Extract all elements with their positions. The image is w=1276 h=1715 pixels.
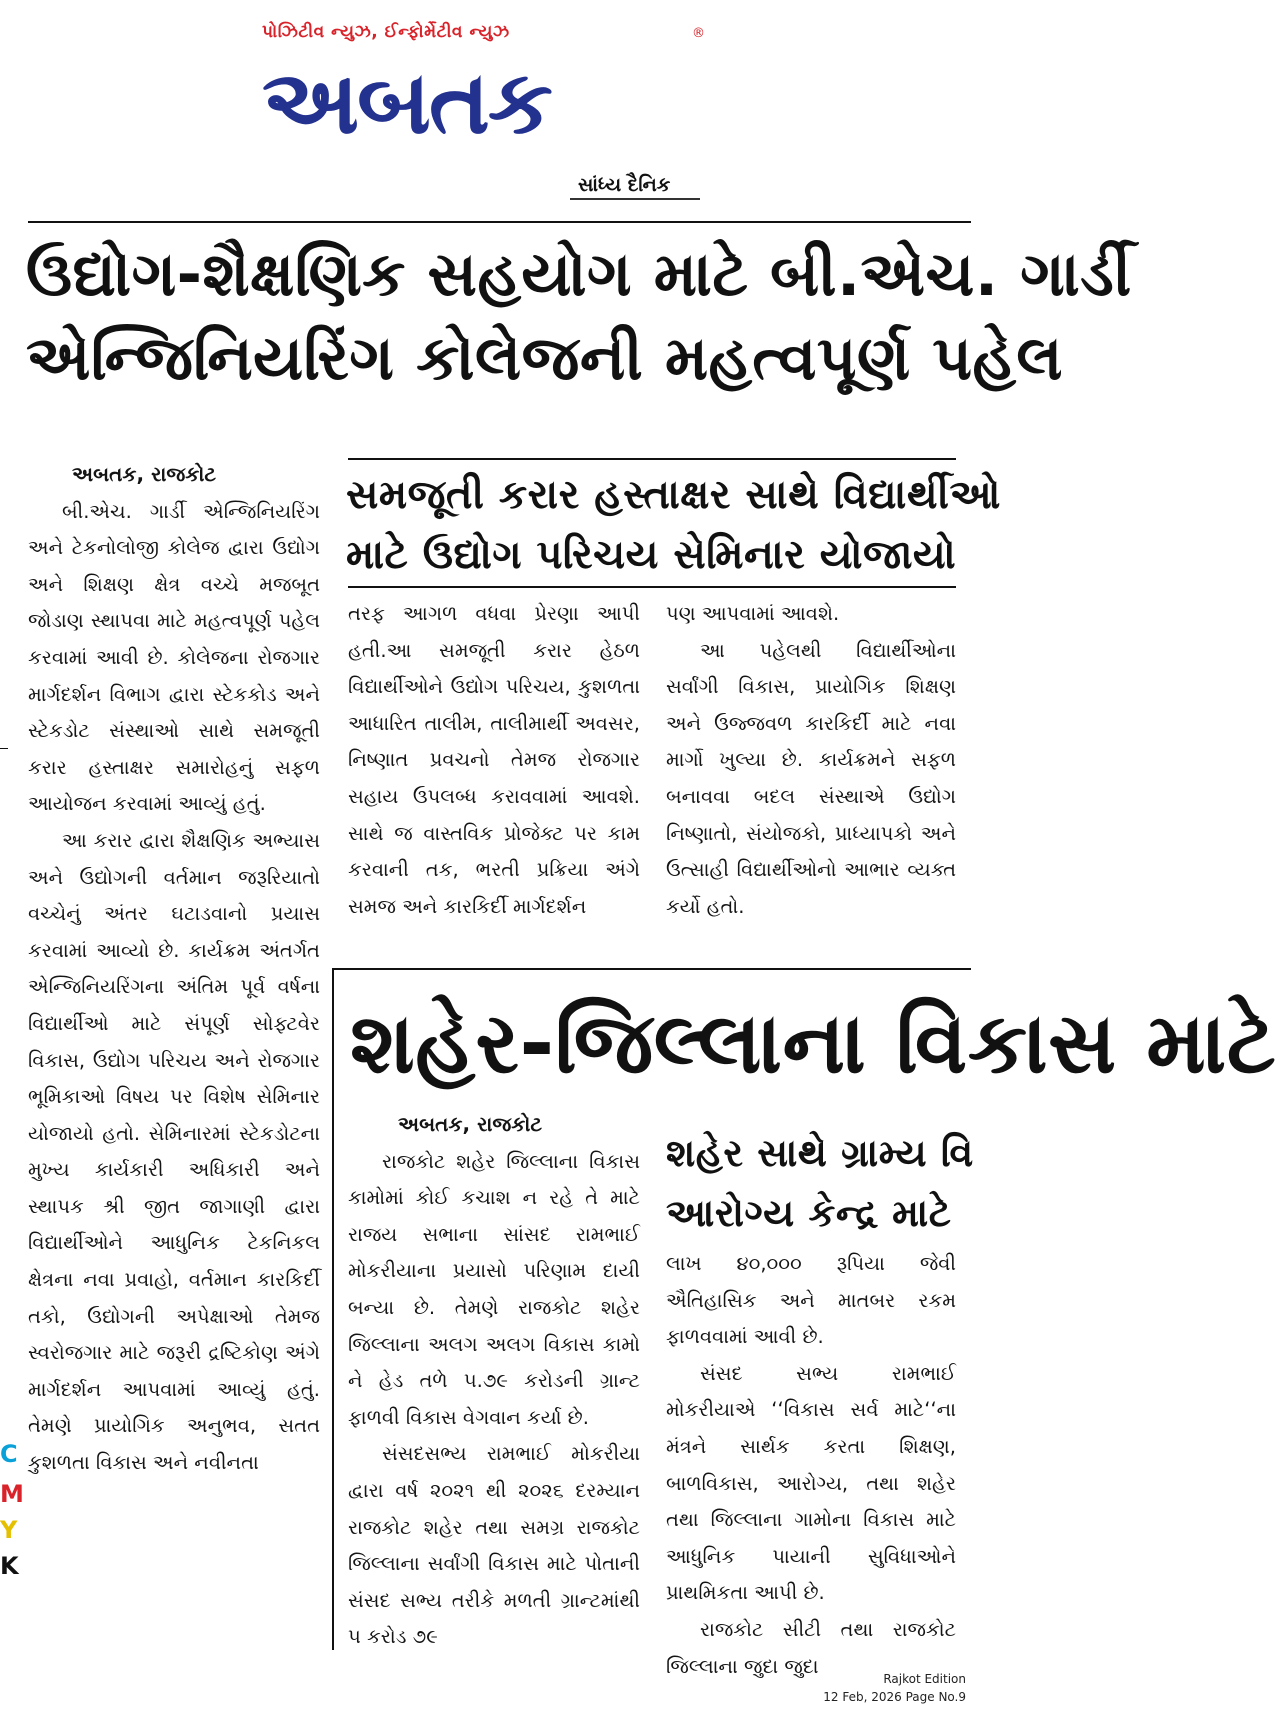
- masthead-subtitle: સાંધ્ય દૈનિક: [578, 174, 671, 196]
- article1-paragraph: પણ આપવામાં આવશે.: [666, 602, 840, 625]
- masthead-subtitle-rule: [570, 198, 700, 200]
- article2-paragraph: રાજકોટ શહેર જિલ્લાના વિકાસ કામોમાં કોઈ કચાશ ન રહે તે માટે રાજય સભાના સાંસદ રામભાઈ મોકરીયાના પ્રયાસો પરિણામ દાયી બન્યા છે. તેમણે રાજકોટ શહેર જિલ્લાના અલગ અલગ વિકાસ કામો ને હેડ તળે ૫.૭૯ કરોડની ગ્રાન્ટ ફાળવી વિકાસ વેગવાન કર્યા છે.: [348, 1149, 640, 1429]
- crop-tick: [0, 748, 8, 749]
- subheadline-rule-top: [348, 458, 956, 460]
- edition-info: [820, 1670, 966, 1706]
- registration-mark-black: K: [0, 1552, 19, 1580]
- article1-paragraph: આ કરાર દ્વારા શૈક્ષણિક અભ્યાસ અને ઉદ્યોગની વર્તમાન જરૂરિયાતો વચ્ચેનું અંતર ઘટાડવાનો પ્રયાસ કરવામાં આવ્યો છે. કાર્યક્રમ અંતર્ગત એન્જિનિયરિંગના અંતિમ પૂર્વ વર્ષના વિદ્યાર્થીઓ માટે સંપૂર્ણ સોફ્ટવેર વિકાસ, ઉદ્યોગ પરિચય અને રોજગાર ભૂમિકાઓ વિષય પર વિશેષ સેમિનાર યોજાયો હતો. સેમિનારમાં સ્ટેકડોટના મુખ્ય કાર્યકારી અધિકારી અને સ્થાપક શ્રી જીત જાગાણી દ્વારા વિદ્યાર્થીઓને આધુનિક ટેકનિકલ ક્ષેત્રના નવા પ્રવાહો, વર્તમાન કારકિર્દી તકો, ઉદ્યોગની અપેક્ષાઓ તેમજ સ્વરોજગાર માટે જરૂરી દ્રષ્ટિકોણ અંગે માર્ગદર્શન આપવામાં આવ્યું હતું. તેમણે પ્રાયોગિક અનુભવ, સતત કુશળતા વિકાસ અને નવીનતા: [28, 828, 320, 1475]
- article2-subheadline-line2: આરોગ્ય કેન્દ્ર માટે: [666, 1191, 952, 1235]
- article1-column2: [348, 596, 640, 925]
- article1-paragraph: બી.એચ. ગાર્ડી એન્જિનિયરિંગ અને ટેકનોલોજી કોલેજ દ્વારા ઉદ્યોગ અને શિક્ષણ ક્ષેત્ર વચ્ચે મજબૂત જોડાણ સ્થાપવા માટે મહત્વપૂર્ણ પહેલ કરવામાં આવી છે. કોલેજના રોજગાર માર્ગદર્શન વિભાગ દ્વારા સ્ટેકકોડ અને સ્ટેકડોટ સંસ્થાઓ સાથે સમજૂતી કરાર હસ્તાક્ષર સમારોહનું સફળ આયોજન કરવામાં આવ્યું હતું.: [28, 499, 320, 816]
- masthead-logo: અબતક: [262, 50, 551, 154]
- article2-paragraph: સંસદસભ્ય રામભાઈ મોકરીયા દ્વારા વર્ષ ૨૦૨૧ થી ૨૦૨૬ દરમ્યાન રાજકોટ શહેર તથા સમગ્ર રાજકોટ જિલ્લાના સર્વાંગી વિકાસ માટે પોતાની સંસદ સભ્ય તરીકે મળતી ગ્રાન્ટમાંથી ૫ કરોડ ૭૯: [348, 1442, 640, 1649]
- article1-subheadline-line2: માટે ઉદ્યોગ પરિચય સેમિનાર યોજાયો: [346, 532, 957, 578]
- article2-paragraph: રાજકોટ સીટી તથા રાજકોટ જિલ્લાના જુદા જુદા: [666, 1617, 956, 1678]
- article1-column1: [28, 456, 320, 1482]
- article1-paragraph: તરફ આગળ વધવા પ્રેરણા આપી હતી.આ સમજૂતી કરાર હેઠળ વિદ્યાર્થીઓને ઉદ્યોગ પરિચય, કુશળતા આધારિત તાલીમ, તાલીમાર્થી અવસર, નિષ્ણાત પ્રવચનો તેમજ રોજગાર સહાય ઉપલબ્ધ કરાવવામાં આવશે. સાથે જ વાસ્તવિક પ્રોજેક્ટ પર કામ કરવાની તક, ભરતી પ્રક્રિયા અંગે સમજ અને કારકિર્દી માર્ગદર્શન: [348, 602, 640, 918]
- registration-mark-cyan: C: [0, 1440, 18, 1468]
- article1-column3: [666, 596, 956, 925]
- article1-headline-line2: એન્જિનિયરિંગ કોલેજની મહત્વપૂર્ણ પહેલ: [26, 323, 1063, 394]
- registration-mark-yellow: Y: [0, 1516, 18, 1544]
- article2-dateline: અબતક, રાજકોટ: [398, 1112, 543, 1136]
- article1-paragraph: આ પહેલથી વિદ્યાર્થીઓના સર્વાંગી વિકાસ, પ્રાયોગિક શિક્ષણ અને ઉજ્જવળ કારકિર્દી માટે નવા માર્ગો ખુલ્યા છે. કાર્યક્રમને સફળ બનાવવા બદલ સંસ્થાએ ઉદ્યોગ નિષ્ણાતો, સંયોજકો, પ્રાધ્યાપકો અને ઉત્સાહી વિદ્યાર્થીઓનો આભાર વ્યક્ત કર્યો હતો.: [666, 638, 956, 918]
- article2-top-border: [332, 968, 971, 970]
- masthead-divider: [28, 221, 971, 223]
- article2-column2: [666, 1246, 956, 1685]
- article2-column1: [348, 1106, 640, 1656]
- article2-paragraph: સંસદ સભ્ય રામભાઈ મોકરીયાએ ‘‘વિકાસ સર્વ માટે‘‘ના મંત્રને સાર્થક કરતા શિક્ષણ, બાળવિકાસ, આરોગ્ય, તથા શહેર તથા જિલ્લાના ગામોના વિકાસ માટે આધુનિક પાયાની સુવિધાઓને પ્રાથમિકતા આપી છે.: [666, 1361, 956, 1605]
- masthead-tagline: પોઝિટીવ ન્યુઝ, ઈન્ફોર્મેટીવ ન્યુઝ: [262, 22, 510, 42]
- article1-dateline: અબતક, રાજકોટ: [72, 462, 217, 486]
- subheadline-rule-bottom: [348, 586, 956, 588]
- edition-name: Rajkot Edition: [883, 1672, 966, 1686]
- edition-date-page: 12 Feb, 2026 Page No.9: [823, 1690, 966, 1704]
- registered-mark: ®: [692, 26, 705, 41]
- registration-mark-magenta: M: [0, 1480, 24, 1508]
- article2-paragraph: લાખ ૪૦,૦૦૦ રૂપિયા જેવી ઐતિહાસિક અને માતબર રકમ ફાળવવામાં આવી છે.: [666, 1252, 956, 1349]
- article2-headline: શહેર-જિલ્લાના વિકાસ માટે: [350, 994, 1276, 1092]
- article1-subheadline-line1: સમજૂતી કરાર હસ્તાક્ષર સાથે વિદ્યાર્થીઓ: [346, 472, 1001, 518]
- article2-subheadline-line1: શહેર સાથે ગ્રામ્ય વિ: [666, 1131, 974, 1175]
- article1-headline-line1: ઉદ્યોગ-શૈક્ષણિક સહયોગ માટે બી.એચ. ગાર્ડી: [26, 239, 1132, 310]
- article2-left-border: [332, 968, 334, 1650]
